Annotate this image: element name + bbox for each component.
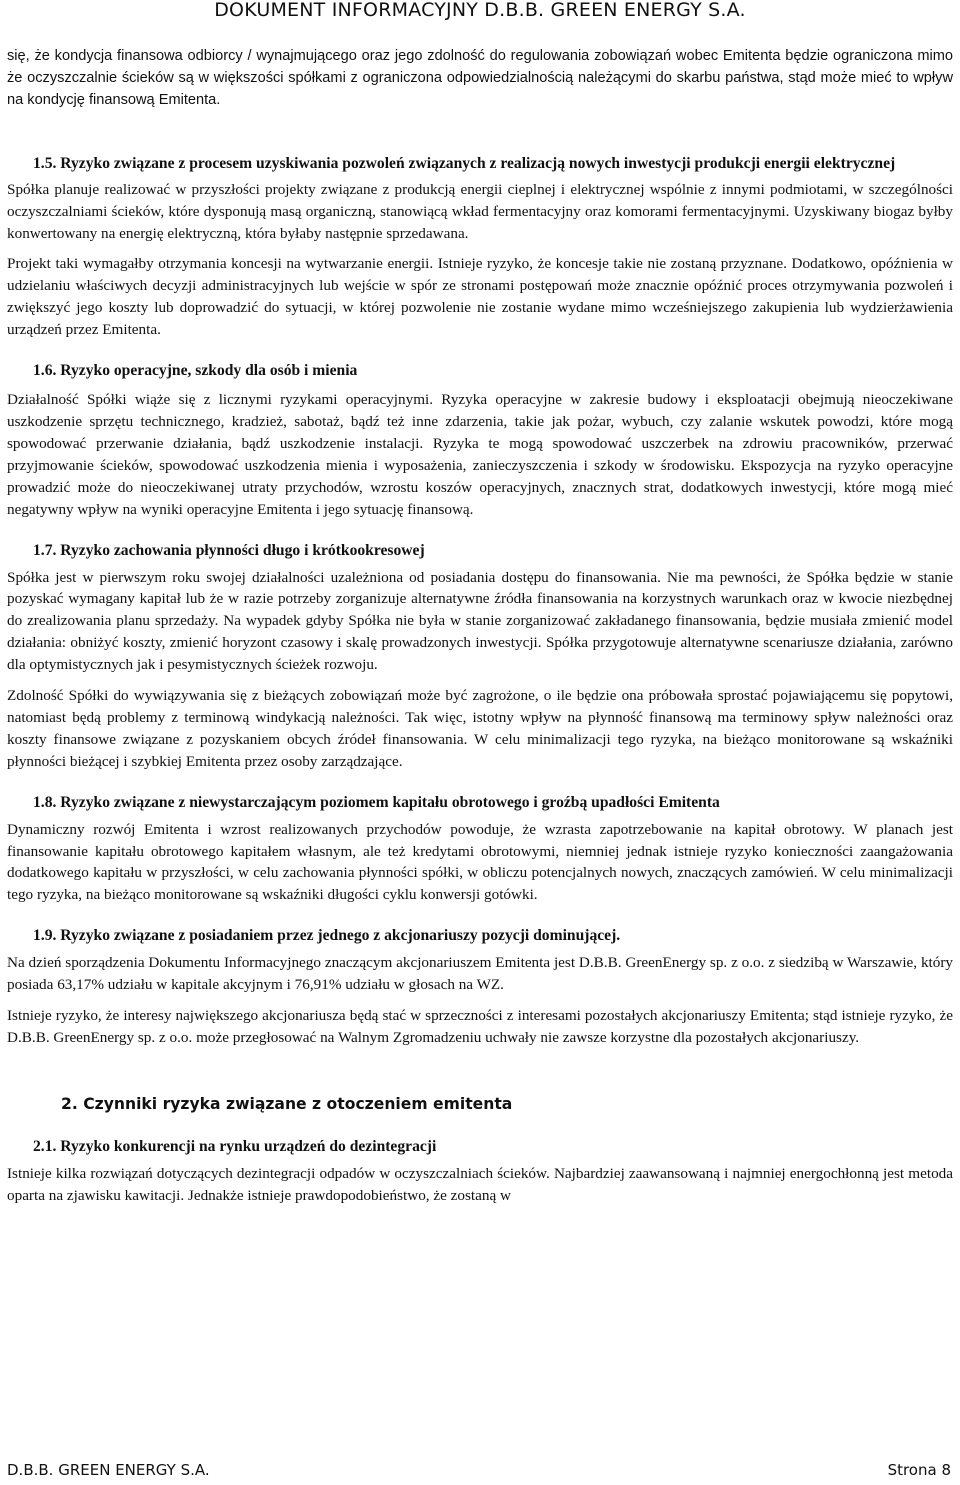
intro-paragraph: się, że kondycja finansowa odbiorcy / wynajmującego oraz jego zdolność do regulowania zobowiązań wobec Emitenta będzie ograniczona mimo że oczyszczalnie ścieków są w większości spółkami z ograniczona odpowiedzialnością należącymi do skarbu państwa, stąd może mieć to wpływ na kondycję finansową Emitenta. xyxy=(7,48,953,108)
chapter-2-heading: 2. Czynniki ryzyka związane z otoczeniem emitenta xyxy=(61,1094,513,1113)
document-header: DOKUMENT INFORMACYJNY D.B.B. GREEN ENERGY S.A. xyxy=(214,0,746,21)
section-1-5-paragraph-1: Spółka planuje realizować w przyszłości projekty związane z produkcją energii cieplnej i elektrycznej wspólnie z innymi podmiotami, w szczególności oczyszczalniami ścieków, które dysponują masą organiczną, stanowiącą wkład fermentacyjny oraz komorami fermentacyjnymi. Uzyskiwany biogaz byłby konwertowany na energię elektryczną, która byłaby następnie sprzedawana. xyxy=(7,180,953,242)
page-content xyxy=(7,46,953,1207)
section-2-1-paragraph-1: Istnieje kilka rozwiązań dotyczących dezintegracji odpadów w oczyszczalniach ścieków. Najbardziej zaawansowaną i najmniej energochłonną jest metoda oparta na zjawisku kawitacji. Jednakże istnieje prawdopodobieństwo, że zostaną w xyxy=(7,1164,953,1204)
document-footer xyxy=(7,1460,951,1480)
section-1-7-paragraph-2: Zdolność Spółki do wywiązywania się z bieżących zobowiązań może być zagrożone, o ile będzie ona próbowała sprostać pojawiającemu się popytowi, natomiast będą problemy z terminową windykacją należności. Tak więc, istotny wpływ na płynność finansową ma terminowy spływ należności oraz koszty finansowe związane z pozyskaniem obcych źródeł finansowania. W celu minimalizacji tego ryzyka, na bieżąco monitorowane są wskaźniki płynności bieżącej i szybkiej Emitenta przez osoby zarządzające. xyxy=(7,687,953,770)
section-1-5-heading: 1.5. Ryzyko związane z procesem uzyskiwania pozwoleń związanych z realizacją nowych inwestycji produkcji energii elektrycznej xyxy=(33,154,896,172)
section-1-8-heading: 1.8. Ryzyko związane z niewystarczającym poziomem kapitału obrotowego i groźbą upadłości Emitenta xyxy=(33,793,720,811)
section-1-9-heading: 1.9. Ryzyko związane z posiadaniem przez jednego z akcjonariuszy pozycji dominującej. xyxy=(33,927,621,945)
section-1-9-paragraph-2: Istnieje ryzyko, że interesy największego akcjonariusza będą stać w sprzeczności z interesami pozostałych akcjonariuszy Emitenta; stąd istnieje ryzyko, że D.B.B. GreenEnergy sp. z o.o. może przegłosować na Walnym Zgromadzeniu uchwały nie zawsze korzystne dla pozostałych akcjonariuszy. xyxy=(7,1007,953,1046)
section-1-9-paragraph-1: Na dzień sporządzenia Dokumentu Informacyjnego znaczącym akcjonariuszem Emitenta jest D.B.B. GreenEnergy sp. z o.o. z siedzibą w Warszawie, który posiada 63,17% udziału w kapitale akcyjnym i 76,91% udziału w głosach na WZ. xyxy=(7,954,953,994)
section-1-7-paragraph-1: Spółka jest w pierwszym roku swojej działalności uzależniona od posiadania dostępu do finansowania. Nie ma pewności, że Spółka będzie w stanie pozyskać wymagany kapitał lub że w razie potrzeby zorganizuje alternatywne źródła finansowania na korzystnych warunkach oraz w kwocie niezbędnej do zrealizowania planu sprzedaży. Na wypadek gdyby Spółka nie była w stanie zorganizować zakładanego finansowania, będzie musiała zmienić model działania: obniżyć koszty, zmienić horyzont czasowy i skalę prowadzonych inwestycji. Spółka przygotowuje alternatywne scenariusze działania, zarówno dla optymistycznych jak i pesymistycznych ścieżek rozwoju. xyxy=(7,568,953,674)
section-1-5-paragraph-2: Projekt taki wymagałby otrzymania koncesji na wytwarzanie energii. Istnieje ryzyko, że koncesje takie nie zostaną przyznane. Dodatkowo, opóźnienia w udzielaniu właściwych decyzji administracyjnych lub wejście w spór ze stronami postępowań może znacznie opóźnić proces otrzymywania pozwoleń i zwiększyć jego koszty lub doprowadzić do sytuacji, w której pozwolenie nie zostanie wydane mimo wcześniejszego zakupienia lub wydzierżawienia urządzeń przez Emitenta. xyxy=(7,255,953,339)
section-2-1-heading: 2.1. Ryzyko konkurencji na rynku urządzeń do dezintegracji xyxy=(33,1137,437,1155)
section-1-8-paragraph-1: Dynamiczny rozwój Emitenta i wzrost realizowanych przychodów powoduje, że wzrasta zapotrzebowanie na kapitał obrotowy. W planach jest finansowanie kapitału obrotowego kapitałem własnym, ale też kredytami obrotowymi, niemniej jednak istnieje ryzyko konieczności zaangażowania dodatkowego kapitału w przyszłości, w celu zachowania płynności spółki, w obliczu potencjalnych nowych, znaczących zamówień. W celu minimalizacji tego ryzyka, na bieżąco monitorowane są wskaźniki długości cyklu konwersji gotówki. xyxy=(7,820,953,904)
section-1-7-heading: 1.7. Ryzyko zachowania płynności długo i krótkookresowej xyxy=(33,541,425,559)
footer-page-number: Strona 8 xyxy=(887,1461,951,1479)
section-1-6-paragraph-1: Działalność Spółki wiąże się z licznymi ryzykami operacyjnymi. Ryzyka operacyjne w zakresie budowy i eksploatacji obejmują nieoczekiwane uszkodzenie sprzętu technicznego, kradzież, sabotaż, bądź też inne zdarzenia, takie jak pożar, wybuch, czy zalanie wskutek powodzi, które mogą spowodować przerwanie działania, bądź uszkodzenie instalacji. Ryzyka te mogą spowodować uszczerbek na zdrowiu pracowników, przerwać przyjmowanie ścieków, spowodować uszkodzenia mienia i wyposażenia, zanieczyszczenia i szkody w środowisku. Ekspozycja na ryzyko operacyjne prowadzić może do nieoczekiwanej utraty przychodów, wzrostu koszów operacyjnych, znacznych strat, dodatkowych inwestycji, które mogą mieć negatywny wpływ na wyniki operacyjne Emitenta i jego sytuację finansową. xyxy=(7,391,953,518)
footer-company: D.B.B. GREEN ENERGY S.A. xyxy=(7,1461,210,1479)
section-1-6-heading: 1.6. Ryzyko operacyjne, szkody dla osób i mienia xyxy=(33,362,358,380)
